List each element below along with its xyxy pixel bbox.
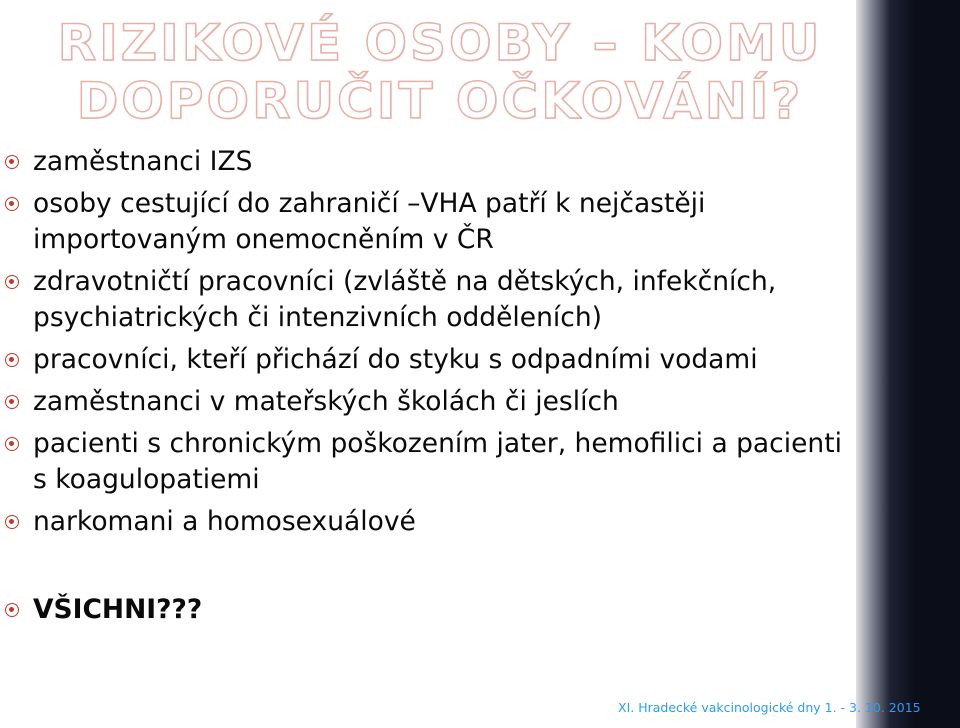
final-list-item [0, 592, 202, 628]
circle-dot-icon [5, 515, 19, 529]
circle-dot-icon [5, 275, 19, 289]
list-item [0, 384, 850, 420]
bullet-text: zaměstnanci v mateřských školách či jeslích [33, 386, 619, 417]
bullet-text: zdravotničtí pracovníci (zvláště na dětských, infekčních, psychiatrických či intenzivních odděleních) [33, 266, 777, 333]
bullet-text: zaměstnanci IZS [33, 146, 253, 177]
list-item [0, 426, 850, 498]
circle-dot-icon [5, 155, 19, 169]
slide-footer: XI. Hradecké vakcinologické dny 1. - 3. 10. 2015 [618, 700, 921, 715]
list-item [0, 504, 850, 540]
circle-dot-icon [5, 603, 19, 617]
final-bullet-text: VŠICHNI??? [33, 594, 203, 625]
circle-dot-icon [5, 197, 19, 211]
list-item [0, 144, 850, 180]
list-item [0, 186, 850, 258]
list-item [0, 264, 850, 336]
circle-dot-icon [5, 395, 19, 409]
bullet-text: pacienti s chronickým poškozením jater, hemofilici a pacienti s koagulopatiemi [33, 428, 842, 495]
bullet-text: osoby cestující do zahraničí –VHA patří k nejčastěji importovaným onemocněním v ČR [33, 188, 706, 255]
slide-title: RIZIKOVÉ OSOBY – KOMU DOPORUČIT OČKOVÁNÍ? [57, 14, 823, 130]
list-item [0, 342, 850, 378]
bullet-list [0, 144, 850, 625]
circle-dot-icon [5, 437, 19, 451]
circle-dot-icon [5, 353, 19, 367]
bullet-text: narkomani a homosexuálové [33, 506, 416, 537]
bullet-text: pracovníci, kteří přichází do styku s odpadními vodami [33, 344, 758, 375]
